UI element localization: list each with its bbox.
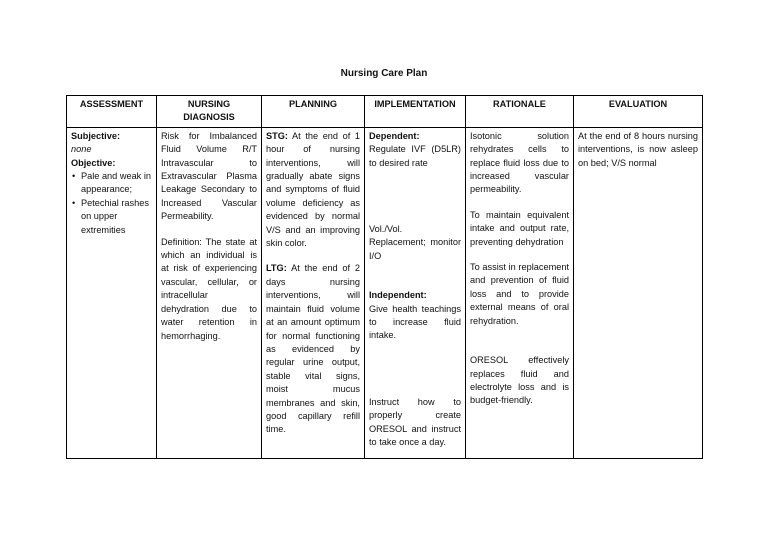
- table-row: [67, 127, 703, 458]
- table-header-row: [67, 96, 703, 128]
- rationale-cell: [466, 127, 574, 458]
- ltg-label: LTG:: [266, 263, 287, 274]
- dependent-item-2: Vol./Vol. Replacement; monitor I/O: [369, 224, 461, 261]
- rationale-item-1: Isotonic solution rehydrates cells to replace fluid loss due to increased vascular permeability.: [470, 130, 569, 195]
- diagnosis-text: Risk for Imbalanced Fluid Volume R/T Intravascular to Extravascular Plasma Leakage Secondary to Increased Vascular Permeability.: [161, 130, 257, 222]
- diagnosis-cell: [157, 127, 262, 458]
- independent-label: Independent:: [369, 290, 427, 301]
- header-assessment: ASSESSMENT: [67, 96, 157, 128]
- header-nursing-diagnosis: NURSING DIAGNOSIS: [157, 96, 262, 128]
- subjective-value: none: [71, 144, 92, 155]
- header-planning: PLANNING: [262, 96, 365, 128]
- stg-text: At the end of 1 hour of nursing interventions, will gradually abate signs and symptoms of fluid volume deficiency as evidenced by normal V/S and an improving skin color.: [266, 130, 360, 249]
- rationale-item-3: To assist in replacement and prevention of fluid loss and to provide external means of oral rehydration.: [470, 262, 569, 326]
- objective-item: • Petechial rashes on upper extremities: [81, 197, 152, 237]
- header-rationale: RATIONALE: [466, 96, 574, 128]
- stg-block: [266, 130, 360, 251]
- objective-item: • Pale and weak in appearance;: [81, 170, 152, 197]
- planning-cell: [262, 127, 365, 458]
- independent-item-1: Give health teachings to increase fluid intake.: [369, 303, 461, 341]
- rationale-item-4: ORESOL effectively replaces fluid and electrolyte loss and is budget-friendly.: [470, 355, 569, 406]
- dependent-label: Dependent:: [369, 130, 420, 141]
- assessment-cell: [67, 127, 157, 458]
- page-title: Nursing Care Plan: [340, 68, 428, 79]
- rationale-item-2: To maintain equivalent intake and output rate, preventing dehydration: [470, 209, 569, 247]
- evaluation-cell: [574, 127, 703, 458]
- objective-list: [71, 170, 152, 237]
- ltg-text: At the end of 2 days nursing interventions, will maintain fluid volume at an amount optimum for normal functioning as evidenced by regular urine output, stable vital signs, moist mucus membranes and skin, good capillary refill time.: [266, 263, 361, 435]
- evaluation-text: At the end of 8 hours nursing interventions, is now asleep on bed; V/S normal: [578, 130, 698, 168]
- care-plan-table: [66, 95, 703, 459]
- implementation-cell: [365, 127, 466, 458]
- diagnosis-definition: Definition: The state at which an individual is at risk of experiencing vascular, cellular, or intracellular dehydration due to water retention in hemorrhaging.: [161, 236, 257, 341]
- header-evaluation: EVALUATION: [574, 96, 703, 128]
- stg-label: STG:: [266, 130, 288, 141]
- objective-label: Objective:: [71, 157, 116, 168]
- subjective-label: Subjective:: [71, 130, 121, 141]
- dependent-item-1: Regulate IVF (D5LR) to desired rate: [369, 144, 461, 168]
- ltg-block: [266, 262, 360, 436]
- independent-item-2: Instruct how to properly create ORESOL and instruct to take once a day.: [369, 396, 461, 448]
- header-implementation: IMPLEMENTATION: [365, 96, 466, 128]
